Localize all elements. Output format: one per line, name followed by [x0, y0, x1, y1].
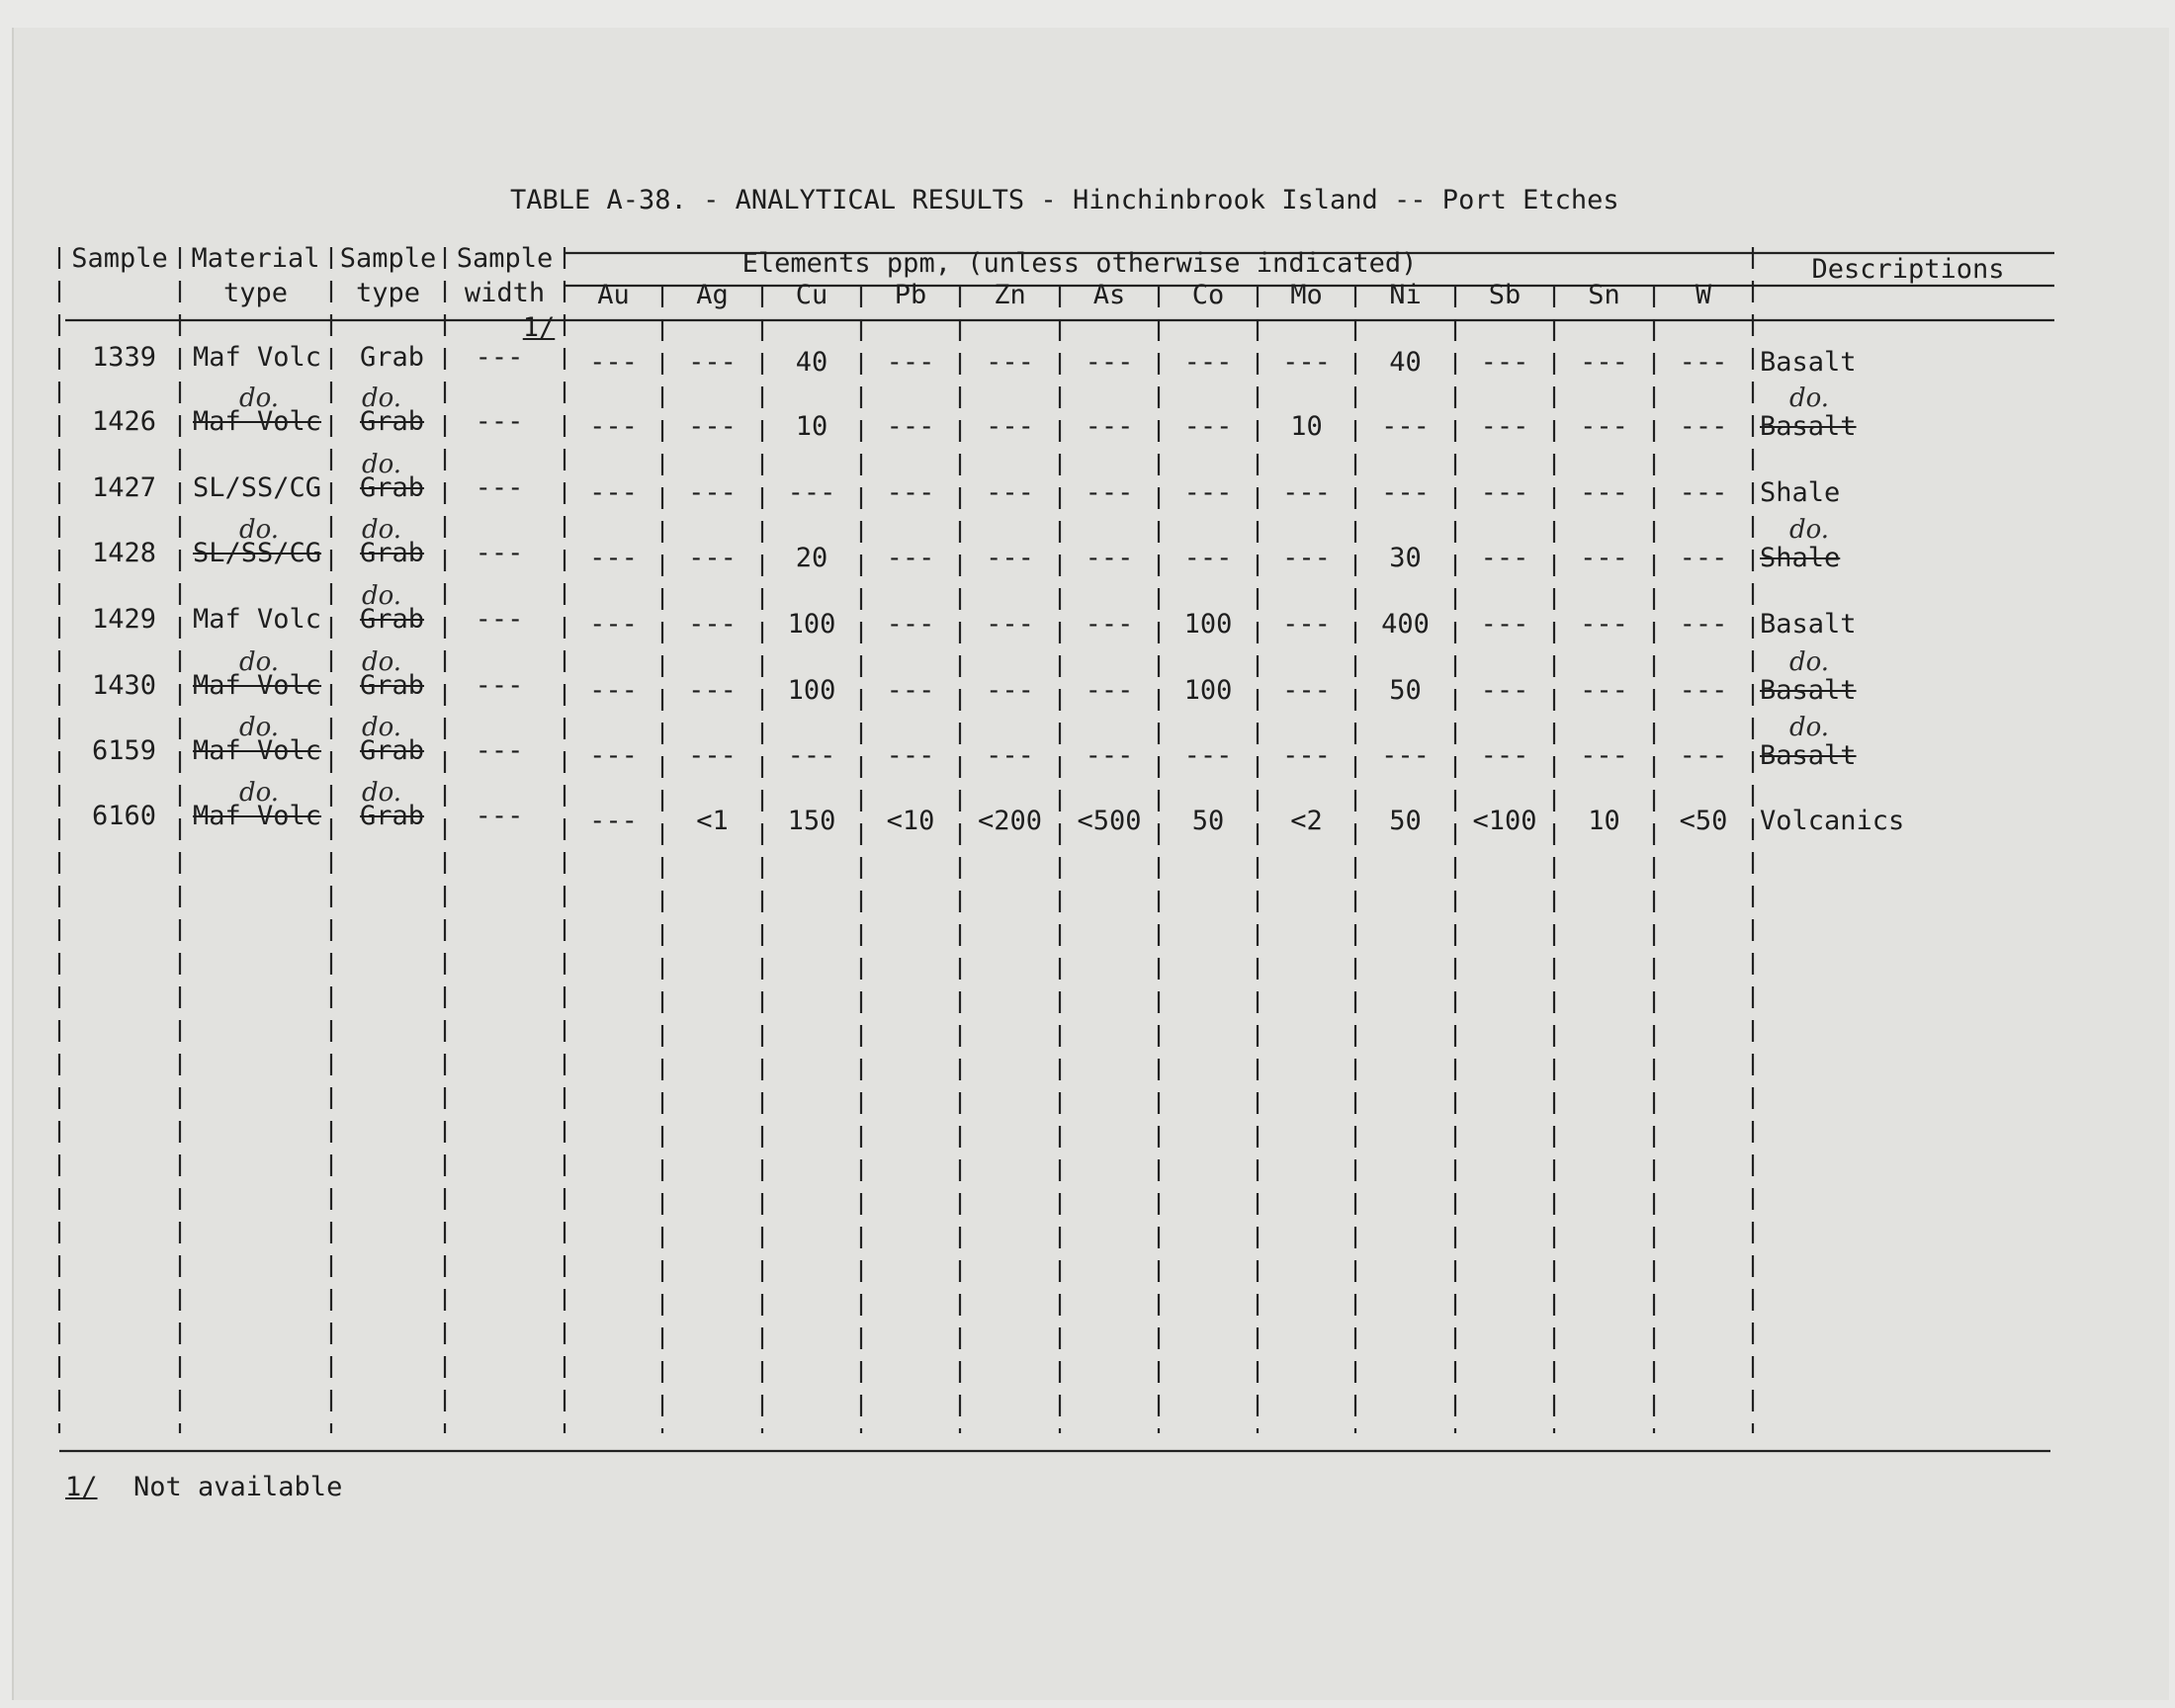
cell-mo-value: ---	[1282, 609, 1331, 640]
cell-sample-width: ---	[475, 406, 524, 437]
ditto-mark-description: do.	[1788, 713, 1830, 742]
cell-w-value: ---	[1679, 740, 1728, 771]
cell-sample: 1427	[91, 472, 156, 503]
cell-ni-value: 50	[1389, 675, 1422, 706]
header-sample-type-2: type	[355, 278, 421, 308]
ditto-mark-material: do.	[238, 713, 280, 742]
header-element-zn: Zn	[994, 280, 1026, 310]
cell-au-value: ---	[589, 411, 638, 442]
ditto-mark-description: do.	[1788, 647, 1830, 677]
cell-cu-value: 10	[795, 411, 828, 442]
cell-ag-value: ---	[688, 347, 737, 378]
cell-material-type: SL/SS/CG	[193, 472, 322, 503]
cell-sn-value: 10	[1588, 806, 1620, 836]
cell-w-value: ---	[1679, 347, 1728, 378]
cell-sample-width: ---	[475, 538, 524, 568]
cell-sample-width: ---	[475, 342, 524, 373]
header-element-ag: Ag	[696, 280, 729, 310]
cell-au-value: ---	[589, 609, 638, 640]
header-element-co: Co	[1191, 280, 1225, 310]
cell-sample: 6159	[91, 735, 156, 766]
ditto-mark-sample-type: do.	[361, 713, 402, 742]
ditto-mark-sample-type: do.	[361, 384, 402, 413]
cell-zn-value: ---	[986, 740, 1034, 771]
header-material: Material	[191, 243, 320, 274]
cell-sample-type: Grab	[360, 406, 425, 437]
header-sample: Sample	[71, 243, 168, 274]
cell-pb-value: ---	[886, 609, 935, 640]
cell-sb-value: ---	[1480, 740, 1529, 771]
cell-ag-value: ---	[688, 477, 737, 508]
cell-sample-type: Grab	[360, 342, 425, 373]
cell-ag-value: ---	[688, 740, 737, 771]
cell-description: Basalt	[1760, 740, 1857, 771]
cell-material-type: Maf Volc	[193, 670, 322, 701]
cell-sample: 1428	[91, 538, 156, 568]
cell-sb-value: ---	[1480, 675, 1529, 706]
cell-cu-value: ---	[787, 740, 836, 771]
cell-cu-value: ---	[787, 477, 836, 508]
cell-mo-value: ---	[1282, 347, 1331, 378]
cell-sample-width: ---	[475, 735, 524, 766]
cell-w-value: <50	[1679, 806, 1728, 836]
header-sample-width-2: width	[464, 278, 546, 308]
cell-description: Volcanics	[1760, 806, 1905, 836]
cell-sample-width: ---	[475, 670, 524, 701]
cell-pb-value: ---	[886, 411, 935, 442]
cell-mo-value: ---	[1282, 477, 1331, 508]
cell-sample-type: Grab	[360, 735, 425, 766]
cell-zn-value: ---	[986, 347, 1034, 378]
cell-sample: 1426	[91, 406, 156, 437]
ditto-mark-sample-type: do.	[361, 450, 402, 479]
ditto-mark-sample-type: do.	[361, 778, 402, 808]
cell-sample-type: Grab	[360, 801, 425, 831]
cell-sb-value: ---	[1480, 347, 1529, 378]
cell-cu-value: 40	[795, 347, 828, 378]
cell-zn-value: ---	[986, 411, 1034, 442]
cell-sn-value: ---	[1580, 543, 1628, 573]
cell-cu-value: 150	[787, 806, 836, 836]
table-title: TABLE A-38. - ANALYTICAL RESULTS - Hinchinbrook Island -- Port Etches	[510, 185, 1619, 215]
cell-as-value: ---	[1085, 411, 1134, 442]
header-sample-type-1: Sample	[339, 243, 437, 274]
header-sample-width-1: Sample	[456, 243, 554, 274]
cell-au-value: ---	[589, 347, 638, 378]
ditto-mark-material: do.	[238, 384, 280, 413]
cell-sb-value: <100	[1472, 806, 1537, 836]
cell-cu-value: 100	[787, 609, 836, 640]
header-width-footnote-marker: 1/	[522, 312, 556, 343]
cell-au-value: ---	[589, 543, 638, 573]
cell-pb-value: ---	[886, 347, 935, 378]
cell-ag-value: ---	[688, 543, 737, 573]
cell-co-value: ---	[1183, 477, 1233, 508]
header-element-ni: Ni	[1389, 280, 1422, 310]
cell-mo-value: ---	[1282, 543, 1331, 573]
footnote-text: Not available	[133, 1472, 343, 1502]
ditto-mark-sample-type: do.	[361, 515, 402, 545]
cell-as-value: ---	[1085, 477, 1134, 508]
cell-sample-width: ---	[475, 604, 524, 635]
cell-material-type: SL/SS/CG	[193, 538, 322, 568]
cell-au-value: ---	[589, 477, 638, 508]
cell-material-type: Maf Volc	[193, 342, 322, 373]
cell-as-value: ---	[1085, 543, 1134, 573]
ditto-mark-material: do.	[238, 778, 280, 808]
ditto-mark-description: do.	[1788, 515, 1830, 545]
cell-ni-value: ---	[1381, 411, 1430, 442]
cell-material-type: Maf Volc	[193, 406, 322, 437]
ditto-mark-sample-type: do.	[361, 647, 402, 677]
cell-material-type: Maf Volc	[193, 801, 322, 831]
header-elements-group: Elements ppm, (unless otherwise indicated)	[741, 248, 1418, 279]
cell-pb-value: <10	[886, 806, 935, 836]
cell-zn-value: ---	[986, 675, 1034, 706]
cell-ni-value: ---	[1381, 740, 1430, 771]
cell-co-value: ---	[1183, 411, 1233, 442]
cell-au-value: ---	[589, 806, 638, 836]
cell-sample-type: Grab	[360, 670, 425, 701]
cell-description: Shale	[1760, 543, 1841, 573]
cell-au-value: ---	[589, 740, 638, 771]
cell-zn-value: ---	[986, 543, 1034, 573]
footnote-marker: 1/	[65, 1472, 98, 1502]
cell-cu-value: 20	[795, 543, 828, 573]
cell-sn-value: ---	[1580, 740, 1628, 771]
cell-sample: 1430	[91, 670, 156, 701]
cell-zn-value: ---	[986, 609, 1034, 640]
cell-cu-value: 100	[787, 675, 836, 706]
cell-co-value: ---	[1183, 347, 1233, 378]
cell-as-value: ---	[1085, 347, 1134, 378]
header-material-type: type	[222, 278, 289, 308]
ditto-mark-material: do.	[238, 647, 280, 677]
cell-w-value: ---	[1679, 609, 1728, 640]
cell-mo-value: 10	[1290, 411, 1323, 442]
cell-as-value: <500	[1077, 806, 1142, 836]
cell-ag-value: ---	[688, 609, 737, 640]
cell-sample: 6160	[91, 801, 156, 831]
cell-sample: 1429	[91, 604, 156, 635]
header-element-w: W	[1695, 280, 1712, 310]
cell-zn-value: <200	[977, 806, 1043, 836]
header-element-pb: Pb	[894, 280, 927, 310]
cell-sn-value: ---	[1580, 675, 1628, 706]
cell-sn-value: ---	[1580, 347, 1628, 378]
cell-sn-value: ---	[1580, 609, 1628, 640]
cell-w-value: ---	[1679, 411, 1728, 442]
cell-mo-value: <2	[1290, 806, 1323, 836]
cell-sn-value: ---	[1580, 477, 1628, 508]
header-descriptions: Descriptions	[1811, 254, 2005, 285]
cell-co-value: ---	[1183, 543, 1233, 573]
header-element-as: As	[1092, 280, 1126, 310]
cell-sample: 1339	[91, 342, 156, 373]
header-element-cu: Cu	[795, 280, 828, 310]
cell-material-type: Maf Volc	[193, 604, 322, 635]
header-element-sn: Sn	[1588, 280, 1620, 310]
cell-zn-value: ---	[986, 477, 1034, 508]
cell-ag-value: <1	[696, 806, 729, 836]
cell-pb-value: ---	[886, 740, 935, 771]
cell-ni-value: 50	[1389, 806, 1422, 836]
cell-w-value: ---	[1679, 543, 1728, 573]
cell-description: Basalt	[1760, 347, 1857, 378]
cell-description: Basalt	[1760, 411, 1857, 442]
cell-sb-value: ---	[1480, 411, 1529, 442]
header-element-au: Au	[597, 280, 630, 310]
cell-as-value: ---	[1085, 740, 1134, 771]
ditto-mark-description: do.	[1788, 384, 1830, 413]
cell-sample-width: ---	[475, 801, 524, 831]
cell-ni-value: ---	[1381, 477, 1430, 508]
cell-au-value: ---	[589, 675, 638, 706]
cell-description: Basalt	[1760, 675, 1857, 706]
cell-material-type: Maf Volc	[193, 735, 322, 766]
ditto-mark-material: do.	[238, 515, 280, 545]
cell-w-value: ---	[1679, 477, 1728, 508]
cell-ag-value: ---	[688, 411, 737, 442]
cell-pb-value: ---	[886, 675, 935, 706]
cell-co-value: 50	[1191, 806, 1225, 836]
cell-pb-value: ---	[886, 543, 935, 573]
cell-pb-value: ---	[886, 477, 935, 508]
cell-sample-width: ---	[475, 472, 524, 503]
cell-sample-type: Grab	[360, 604, 425, 635]
cell-co-value: 100	[1183, 675, 1233, 706]
cell-w-value: ---	[1679, 675, 1728, 706]
header-element-sb: Sb	[1488, 280, 1522, 310]
cell-as-value: ---	[1085, 675, 1134, 706]
cell-sample-type: Grab	[360, 538, 425, 568]
cell-sn-value: ---	[1580, 411, 1628, 442]
cell-ni-value: 40	[1389, 347, 1422, 378]
header-element-mo: Mo	[1290, 280, 1323, 310]
cell-ni-value: 30	[1389, 543, 1422, 573]
cell-sample-type: Grab	[360, 472, 425, 503]
cell-sb-value: ---	[1480, 609, 1529, 640]
cell-ag-value: ---	[688, 675, 737, 706]
cell-description: Shale	[1760, 477, 1841, 508]
ditto-mark-sample-type: do.	[361, 581, 402, 611]
cell-description: Basalt	[1760, 609, 1857, 640]
cell-ni-value: 400	[1381, 609, 1430, 640]
cell-sb-value: ---	[1480, 477, 1529, 508]
cell-mo-value: ---	[1282, 675, 1331, 706]
cell-sb-value: ---	[1480, 543, 1529, 573]
cell-mo-value: ---	[1282, 740, 1331, 771]
cell-co-value: 100	[1183, 609, 1233, 640]
cell-as-value: ---	[1085, 609, 1134, 640]
cell-co-value: ---	[1183, 740, 1233, 771]
